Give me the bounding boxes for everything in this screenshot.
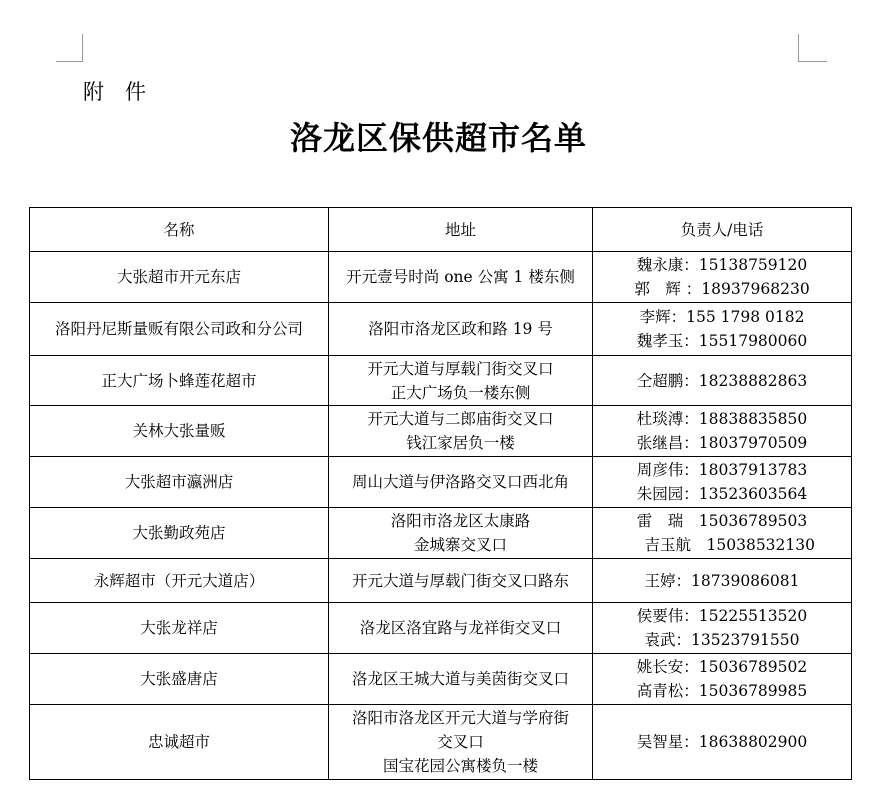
table-row	[30, 303, 852, 356]
contact-cell	[593, 705, 852, 780]
page-corner-mark-top-right	[798, 34, 827, 62]
table-row	[30, 705, 852, 780]
address-line: 开元大道与厚载门街交叉口路东	[352, 571, 570, 590]
address-line: 开元大道与二郎庙街交叉口	[367, 410, 554, 428]
contact-line: 郭 辉 ：18937968230	[634, 280, 810, 298]
contact-line: 李辉：155 1798 0182	[639, 308, 805, 326]
contact-cell	[593, 654, 852, 705]
column-header-address: 地址	[329, 208, 593, 252]
address-line: 洛阳市洛龙区太康路	[390, 512, 531, 530]
address-line: 钱江家居负一楼	[406, 434, 515, 452]
address-line: 金城寨交叉口	[414, 536, 508, 554]
contact-line: 侯要伟：15225513520	[636, 607, 808, 625]
supermarket-table	[29, 207, 852, 780]
store-name-cell: 正大广场卜蜂莲花超市	[30, 356, 329, 406]
address-cell	[329, 252, 593, 303]
contact-cell	[593, 559, 852, 603]
contact-cell	[593, 406, 852, 457]
address-cell	[329, 356, 593, 406]
contact-line: 袁武：13523791550	[644, 631, 800, 649]
attachment-label: 附 件	[83, 80, 146, 104]
store-name-cell: 大张盛唐店	[30, 654, 329, 705]
address-cell	[329, 705, 593, 780]
contact-line: 姚长安：15036789502	[636, 658, 808, 676]
address-cell	[329, 603, 593, 654]
contact-line: 魏永康：15138759120	[636, 256, 808, 274]
address-line: 国宝花园公寓楼负一楼	[383, 757, 539, 775]
contact-line: 张继昌：18037970509	[636, 434, 808, 452]
contact-cell	[593, 356, 852, 406]
contact-line: 高青松：15036789985	[636, 682, 808, 700]
address-line: 洛阳市洛龙区政和路 19 号	[368, 320, 553, 338]
table-row	[30, 603, 852, 654]
contact-cell	[593, 457, 852, 508]
address-cell	[329, 559, 593, 603]
address-cell	[329, 406, 593, 457]
contact-line: 仝超鹏：18238882863	[636, 371, 808, 390]
document-title: 洛龙区保供超市名单	[289, 119, 587, 157]
table-row	[30, 356, 852, 406]
address-line: 洛阳市洛龙区开元大道与学府街	[352, 709, 570, 727]
column-header-contact: 负责人/电话	[593, 208, 852, 252]
contact-cell	[593, 603, 852, 654]
contact-line: 周彦伟：18037913783	[636, 461, 808, 479]
table-row	[30, 508, 852, 559]
table-row	[30, 654, 852, 705]
contact-cell	[593, 508, 852, 559]
store-name-cell: 忠诚超市	[30, 705, 329, 780]
table-row	[30, 457, 852, 508]
address-line: 洛龙区王城大道与美茵街交叉口	[352, 670, 570, 688]
store-name-cell: 洛阳丹尼斯量贩有限公司政和分公司	[30, 303, 329, 356]
address-line: 交叉口	[437, 733, 484, 751]
store-name-cell: 大张超市瀛洲店	[30, 457, 329, 508]
table-row	[30, 406, 852, 457]
table-header-row	[30, 208, 852, 252]
table-row	[30, 559, 852, 603]
address-cell	[329, 303, 593, 356]
address-line: 正大广场负一楼东侧	[390, 383, 531, 402]
store-name-cell: 永辉超市（开元大道店）	[30, 559, 329, 603]
address-cell	[329, 457, 593, 508]
contact-line: 吉玉航 15038532130	[629, 536, 815, 554]
contact-line: 魏孝玉：15517980060	[636, 332, 808, 350]
address-line: 开元壹号时尚 one 公寓 1 楼东侧	[346, 268, 575, 286]
contact-line: 杜琰溥：18838835850	[636, 410, 808, 428]
address-line: 开元大道与厚载门街交叉口	[367, 359, 554, 378]
store-name-cell: 关林大张量贩	[30, 406, 329, 457]
address-cell	[329, 654, 593, 705]
store-name-cell: 大张超市开元东店	[30, 252, 329, 303]
address-cell	[329, 508, 593, 559]
store-name-cell: 大张勤政苑店	[30, 508, 329, 559]
store-name-cell: 大张龙祥店	[30, 603, 329, 654]
table-body	[30, 252, 852, 780]
contact-line: 雷 瑞 15036789503	[636, 512, 808, 530]
table-row	[30, 252, 852, 303]
contact-line: 吴智星：18638802900	[636, 733, 808, 751]
address-line: 洛龙区洛宜路与龙祥街交叉口	[359, 619, 562, 637]
contact-cell	[593, 303, 852, 356]
contact-line: 朱园园：13523603564	[636, 485, 808, 503]
address-line: 周山大道与伊洛路交叉口西北角	[352, 473, 570, 491]
contact-line: 王婷：18739086081	[644, 571, 800, 590]
column-header-name: 名称	[30, 208, 329, 252]
contact-cell	[593, 252, 852, 303]
page-corner-mark-top-left	[56, 34, 83, 62]
